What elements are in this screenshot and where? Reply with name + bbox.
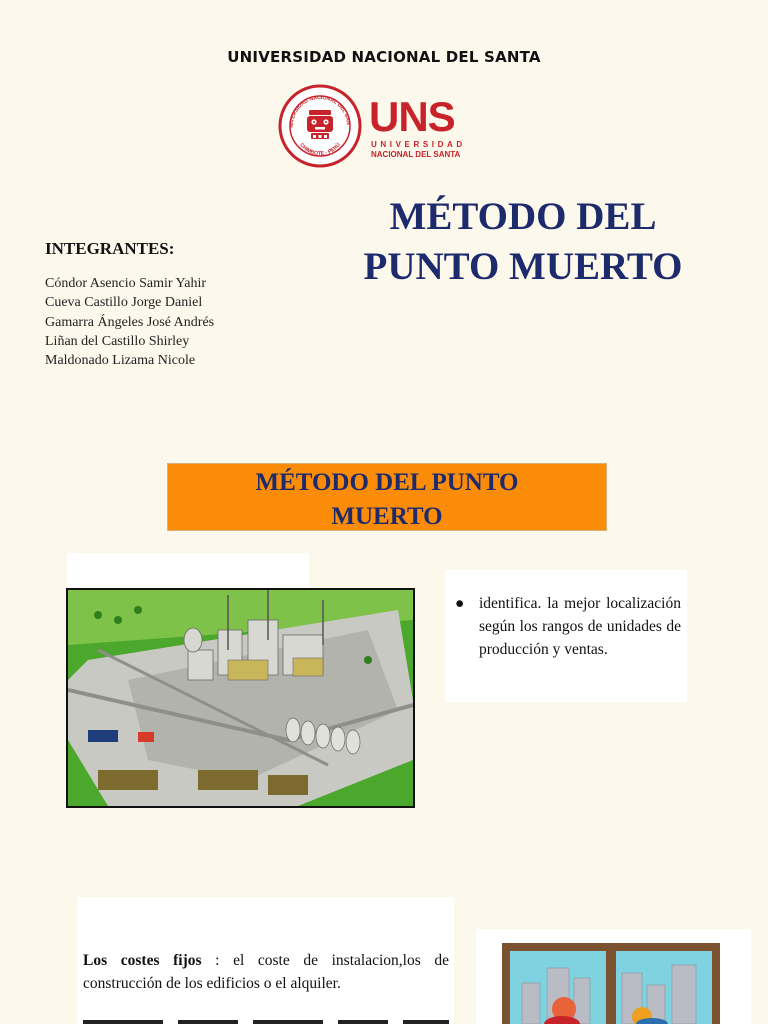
logo-wordmark: UNS [369, 93, 455, 140]
members-list [45, 274, 214, 370]
bullet-item [455, 592, 681, 661]
image-caption-box [67, 553, 309, 593]
seal-text-top: NIVERSIDAD NACIONAL DEL SAN [288, 94, 352, 128]
fixed-costs-paragraph [83, 949, 449, 995]
member-name: Liñan del Castillo Shirley [45, 333, 190, 349]
illustration-box [476, 929, 751, 1024]
cut-off-text-line [83, 1017, 449, 1024]
bullet-text-box [445, 570, 687, 702]
member-name: Gamarra Ángeles José Andrés [45, 314, 215, 330]
main-title [318, 192, 728, 292]
university-seal-logo [278, 84, 362, 168]
integrantes-heading: INTEGRANTES: [45, 239, 175, 258]
bullet-text: identifica. la mejor localización según los rangos de unidades de producción y ventas. [479, 595, 681, 658]
logo-subtitle-line1: UNIVERSIDAD [371, 140, 466, 149]
main-title-line1: MÉTODO DEL [389, 195, 657, 238]
office-window-illustration [502, 943, 720, 1024]
logo-subtitle-line2: NACIONAL DEL SANTA [371, 150, 461, 159]
fixed-costs-text: : el coste de instalacion,los de construcción de los edificios o el alquiler. [83, 952, 449, 992]
fixed-costs-box [77, 897, 454, 1024]
industrial-plant-image [66, 588, 415, 808]
logo-subtitle [371, 140, 466, 160]
fixed-costs-label: Los costes fijos [83, 952, 202, 969]
main-title-line2: PUNTO MUERTO [363, 245, 683, 288]
bullet-marker: ● [455, 595, 465, 612]
member-name: Maldonado Lizama Nicole [45, 353, 196, 369]
banner-line1: MÉTODO DEL PUNTO [255, 469, 519, 496]
section-banner [167, 463, 607, 531]
university-name: UNIVERSIDAD NACIONAL DEL SANTA [227, 48, 541, 66]
member-name: Cueva Castillo Jorge Daniel [45, 295, 203, 311]
banner-line2: MUERTO [331, 503, 443, 530]
seal-text-bottom: CHIMBOTE - PERÚ [298, 142, 342, 158]
member-name: Cóndor Asencio Samir Yahir [45, 276, 206, 291]
